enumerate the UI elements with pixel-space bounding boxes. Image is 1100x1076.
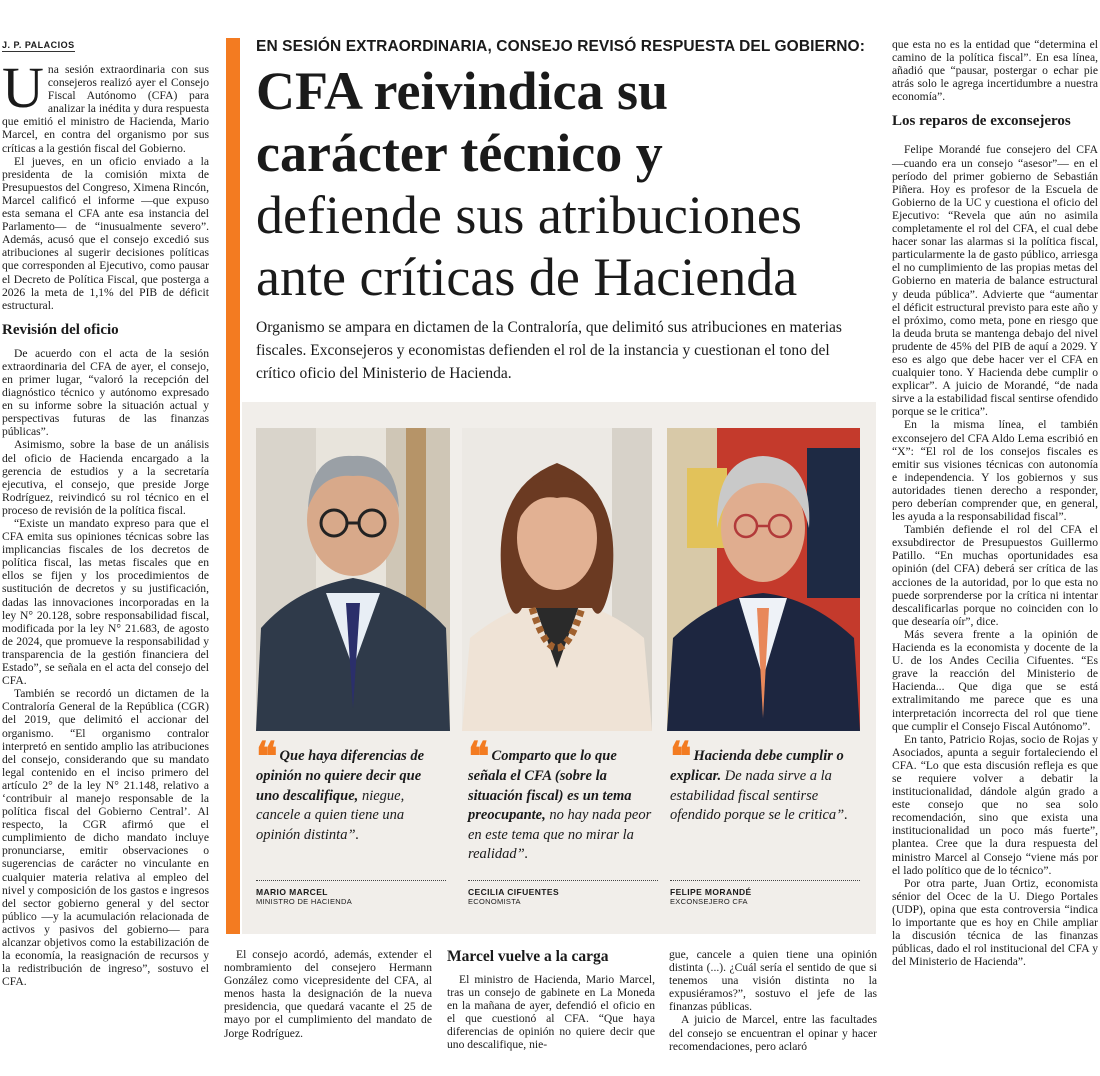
deck: Organismo se ampara en dictamen de la Contraloría, que delimitó sus atribuciones en materias fiscales. Exconsejeros y economistas defienden el rol de la instancia y cuestionan el tono del crítico oficio del Ministerio de Hacienda. (256, 319, 842, 382)
photo-mario-marcel (256, 428, 450, 731)
lead-paragraph: Una sesión extraordinaria con sus consejeros realizó ayer el Consejo Fiscal Autónomo (CFA) para analizar la inédita y dura respuesta que emitió el ministro de Hacienda, Mario Marcel, en contra del organismo por sus críticas a la gestión fiscal del Gobierno. (2, 55, 209, 155)
paragraph: También defiende el rol del CFA el exsubdirector de Presupuestos Guillermo Patillo. “En muchas oportunidades esa opinión (del CFA) deberá ser crítica de las acciones de la autoridad, por lo que esta no puede sorprenderse por la crítica ni intentar descalificarlas porque no coinciden con lo que desearía oír”, dice. (892, 523, 1098, 628)
quote-mark-icon: ❝ (468, 734, 490, 779)
headline-line: defiende sus atribuciones (256, 185, 802, 245)
paragraph: Asimismo, sobre la base de un análisis del oficio de Hacienda encargado a la gerencia de estudios y a la secretaría ejecutiva, el consejo, que preside Jorge Rodríguez, reivindicó su rol técnico en el proceso de revisión de la política fiscal. (2, 438, 209, 517)
paragraph: El consejo acordó, además, extender el nombramiento del consejero Hermann González como vicepresidente del CFA, al menos hasta la designación de la nueva presidencia, que quedará vacante el 25 de mayo por el cumplimiento del mandato de Jorge Rodríguez. (224, 948, 432, 1040)
quote-mark-icon: ❝ (670, 734, 692, 779)
paragraph: Más severa frente a la opinión de Hacienda es la economista y docente de la U. de los Andes Cecilia Cifuentes. “Es grave la reacción del Ministerio de Hacienda... Que diga que se está extralimitando me parece que es una interpretación incorrecta del rol que tiene que cumplir el Consejo Fiscal Autónomo”. (892, 627, 1098, 733)
kicker: EN SESIÓN EXTRAORDINARIA, CONSEJO REVISÓ RESPUESTA DEL GOBIERNO: (256, 38, 865, 55)
headline-line: CFA reivindica su (256, 61, 669, 121)
accent-bar (226, 38, 240, 934)
photo-cecilia-cifuentes (462, 428, 652, 731)
paragraph: De acuerdo con el acta de la sesión extraordinaria del CFA de ayer, el consejo, en primer lugar, “valoró la recepción del diagnóstico técnico y autónomo expresado en su informe sobre la situación actual y perspectivas futuras de las finanzas públicas”. (2, 346, 209, 439)
bottom-right-column (669, 948, 877, 1053)
person-role: MINISTRO DE HACIENDA (256, 897, 353, 906)
person-name: MARIO MARCEL (256, 887, 328, 897)
quote-mario-marcel: ❝ Que haya diferencias de opinión no quiere decir que uno descalifique, niegue, cancele a quien tiene una opinión distinta”. (256, 734, 425, 843)
paragraph: “Existe un mandato expreso para que el CFA emita sus opiniones técnicas sobre las implicancias fiscales de los decretos de política fiscal, las metas fiscales que en ellos se fijen y los procedimientos de sustitución de decretos y su justificación, dadas las innovaciones incorporadas en la ley N° 20.128, sobre responsabilidad fiscal, modificada por la ley N° 21.683, de agosto de 2024, que promueve la responsabilidad y transparencia de la gestión financiera del Estado”, se señala en el acta del consejo del CFA. (2, 517, 209, 688)
paragraph: A juicio de Marcel, entre las facultades del consejo se encuentran el opinar y hacer recomendaciones, pero aclaró (669, 1013, 877, 1053)
photo-felipe-morande (667, 428, 860, 731)
signature-felipe-morande (670, 880, 860, 906)
subhead-marcel: Marcel vuelve a la carga (447, 948, 609, 965)
person-role: EXCONSEJERO CFA (670, 897, 748, 906)
signature-mario-marcel (256, 880, 446, 906)
quote-cecilia-cifuentes: ❝ Comparto que lo que señala el CFA (sobre la situación fiscal) es un tema preocupante, no hay nada peor en este tema que no mirar la realidad”. (468, 734, 652, 862)
paragraph: Felipe Morandé fue consejero del CFA —cuando era un consejo “asesor”— en el período del primer gobierno de Sebastián Piñera. Hoy es profesor de la Escuela de Gobierno de la UC y cuestiona el oficio del Ejecutivo: “Revela que aún no asimila completamente el rol del CFA, el cual debe hacer sonar las alarmas si la política fiscal, particularmente la de gasto público, arriesga el no cumplimiento de las propias metas del Gobierno en materia de balance estructural y deuda pública”. Advierte que “aumentar el déficit estructural previsto para este año y el próximo, como meta, pone en riesgo que la deuda bruta se mantenga debajo del nivel prudente de 45% del PIB de aquí a 2029. Y eso es algo que debe hacer ver el CFA en cualquier tono. Y Hacienda debe cumplir o explicar”. A juicio de Morandé, “de nada sirve a la estabilidad fiscal sentirse ofendido porque se le critica”. (892, 143, 1098, 419)
headline-line: ante críticas de Hacienda (256, 247, 798, 307)
paragraph: En la misma línea, el también exconsejero del CFA Aldo Lema escribió en “X”: “El rol de los consejos fiscales es emitir sus visiones técnicas con autonomía e independencia. Y los gobiernos y sus autoridades tienen derecho a responder, pero deberían comprender que, en general, les ayuda a la responsabilidad fiscal”. (892, 418, 1098, 524)
left-column (2, 55, 209, 989)
bottom-middle-column (447, 948, 655, 1052)
paragraph: También se recordó un dictamen de la Contraloría General de la República (CGR) del 2019, que delimitó el accionar del organismo. “El organismo contralor interpretó en sentido amplio las atribuciones del consejo, considerando que su mandato legal contenido en el inciso primero del artículo 2° de la ley N° 21.148, relativo a ‘contribuir al manejo responsable de la política fiscal del Gobierno Central’. Al respecto, la CGR afirmó que el cumplimiento de dicho mandato incluye pronunciarse, emitir observaciones o sugerencias de carácter no vinculante en cualquier materia relativa al empleo del nivel y composición de los gastos e ingresos del sector gobierno general y del sector público —y la acumulación relacionada de activos y pasivos del gobierno— para alcanzar objetivos como la estabilización de la economía, la reasignación de recursos y la redistribución de ingreso”, sostuvo el CFA. (2, 687, 209, 989)
dropcap: U (2, 55, 44, 120)
bottom-left-column (224, 948, 432, 1040)
quote-felipe-morande: ❝ Hacienda debe cumplir o explicar. De nada sirve a la estabilidad fiscal sentirse ofendido porque se le critica”. (670, 734, 848, 823)
paragraph: Por otra parte, Juan Ortiz, economista sénior del Ocec de la U. Diego Portales (UDP), opina que esta controversia “indica lo importante que es hoy en Chile ampliar la discusión técnica de las finanzas públicas, dado el rol institucional del CFA y del Ministerio de Hacienda”. (892, 876, 1098, 969)
person-name: CECILIA CIFUENTES (468, 887, 560, 897)
right-column (892, 38, 1098, 968)
paragraph: El ministro de Hacienda, Mario Marcel, tras un consejo de gabinete en La Moneda en la mañana de ayer, defendió el oficio en el que cuestionó al CFA. “Que haya diferencias de opinión no quiere decir que uno descalifique, nie- (447, 973, 655, 1052)
subhead-revision: Revisión del oficio (2, 321, 119, 338)
signature-cecilia-cifuentes (468, 880, 658, 906)
person-name: FELIPE MORANDÉ (670, 887, 752, 897)
paragraph: El jueves, en un oficio enviado a la presidenta de la comisión mixta de Presupuestos del Congreso, Ximena Rincón, Marcel calificó el informe —que expuso esta semana el CFA ante esa instancia del Parlamento— de “inusualmente severo”. Además, acusó que el consejo excedió sus atribuciones al sugerir decisiones políticas que corresponden al Ejecutivo, como pausar el Decreto de Política Fiscal, que posterga a 2026 la meta de 1,1% del PIB de déficit estructural. (2, 154, 209, 312)
person-role: ECONOMISTA (468, 897, 521, 906)
paragraph: que esta no es la entidad que “determina el camino de la política fiscal”. En esa línea, añadió que “pausar, postergar o echar pie atrás solo le agrega incertidumbre a nuestra economía”. (892, 38, 1098, 104)
paragraph: En tanto, Patricio Rojas, socio de Rojas y Asociados, apunta a seguir fortaleciendo el CFA. “Lo que esta discusión refleja es que se requiere volver a debatir la institucionalidad, dándole algún grado a este consejo que no sea solo recomendación, sino que exista una institucionalidad un poco más fuerte”, plantea. Cree que la dura respuesta del ministro Marcel al Consejo “viene más por el lado político que de lo técnico”. (892, 732, 1098, 877)
byline: J. P. PALACIOS (2, 40, 75, 50)
paragraph: gue, cancele a quien tiene una opinión distinta (...). ¿Cuál sería el sentido de que si tenemos una visión distinta no la expusiéramos?”, sostuvo el jefe de las finanzas públicas. (669, 948, 877, 1014)
headline-line: carácter técnico y (256, 123, 663, 183)
subhead-reparos: Los reparos de exconsejeros (892, 113, 1071, 130)
headline (256, 60, 876, 308)
quote-mark-icon: ❝ (256, 734, 278, 779)
